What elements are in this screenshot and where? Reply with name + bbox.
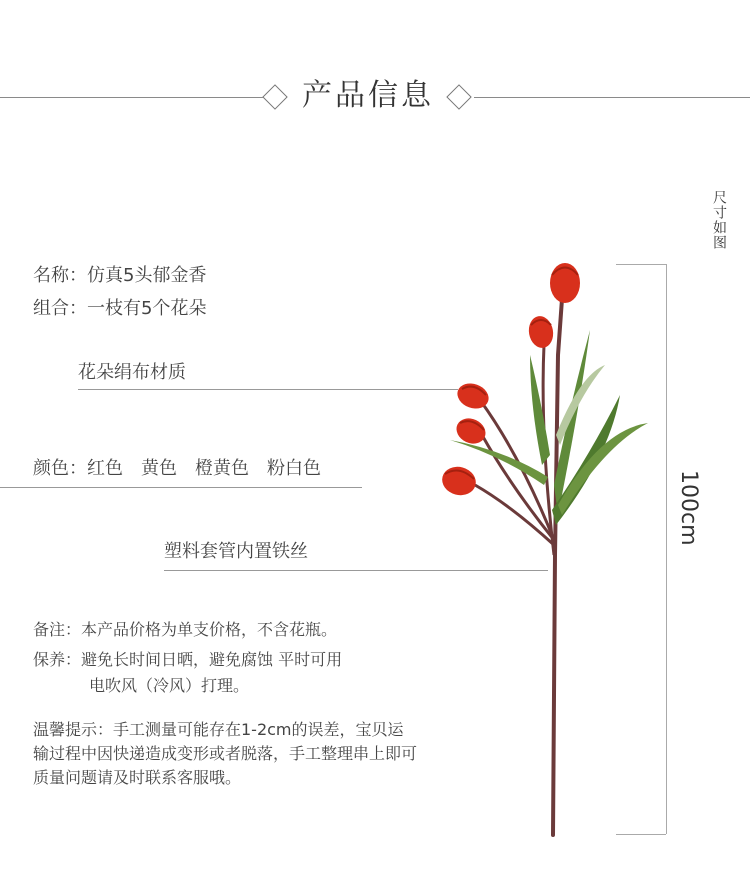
- tip-text-line3: 质量问题请及时联系客服哦。: [33, 768, 242, 787]
- size-note: 尺寸如图: [711, 190, 727, 250]
- flower-material-rule: [78, 389, 458, 390]
- page-title: 产品信息: [302, 78, 434, 113]
- header-rule-left: [0, 97, 265, 98]
- colors-rule: [0, 487, 362, 488]
- dimension-label: 100cm: [676, 470, 701, 546]
- tulip-illustration: [430, 255, 660, 845]
- header-diamond-left-icon: [262, 84, 287, 109]
- flower-material-callout: 花朵绢布材质: [78, 362, 186, 383]
- tulip-flower: [439, 463, 479, 499]
- leaf: [530, 355, 550, 465]
- remark-text: 备注：本产品价格为单支价格，不含花瓶。: [33, 620, 338, 639]
- product-name: 名称：仿真5头郁金香: [33, 265, 207, 286]
- header-diamond-right-icon: [446, 84, 471, 109]
- care-text-line2: 电吹风（冷风）打理。: [89, 676, 250, 695]
- dimension-vertical-line: [666, 264, 667, 834]
- product-combo: 组合：一枝有5个花朵: [33, 298, 207, 319]
- tip-text-line1: 温馨提示：手工测量可能存在1-2cm的误差，宝贝运: [33, 720, 404, 739]
- stem-callout: 塑料套管内置铁丝: [164, 541, 308, 562]
- colors-callout: 颜色：红色 黄色 橙黄色 粉白色: [33, 458, 321, 479]
- header-rule-right: [474, 97, 750, 98]
- tip-text-line2: 输过程中因快递造成变形或者脱落，手工整理串上即可: [33, 744, 418, 763]
- main-stem: [553, 285, 563, 835]
- care-text-line1: 保养：避免长时间日晒，避免腐蚀 平时可用: [33, 650, 343, 669]
- tulip-flower: [452, 414, 489, 448]
- tulip-flower: [550, 263, 580, 303]
